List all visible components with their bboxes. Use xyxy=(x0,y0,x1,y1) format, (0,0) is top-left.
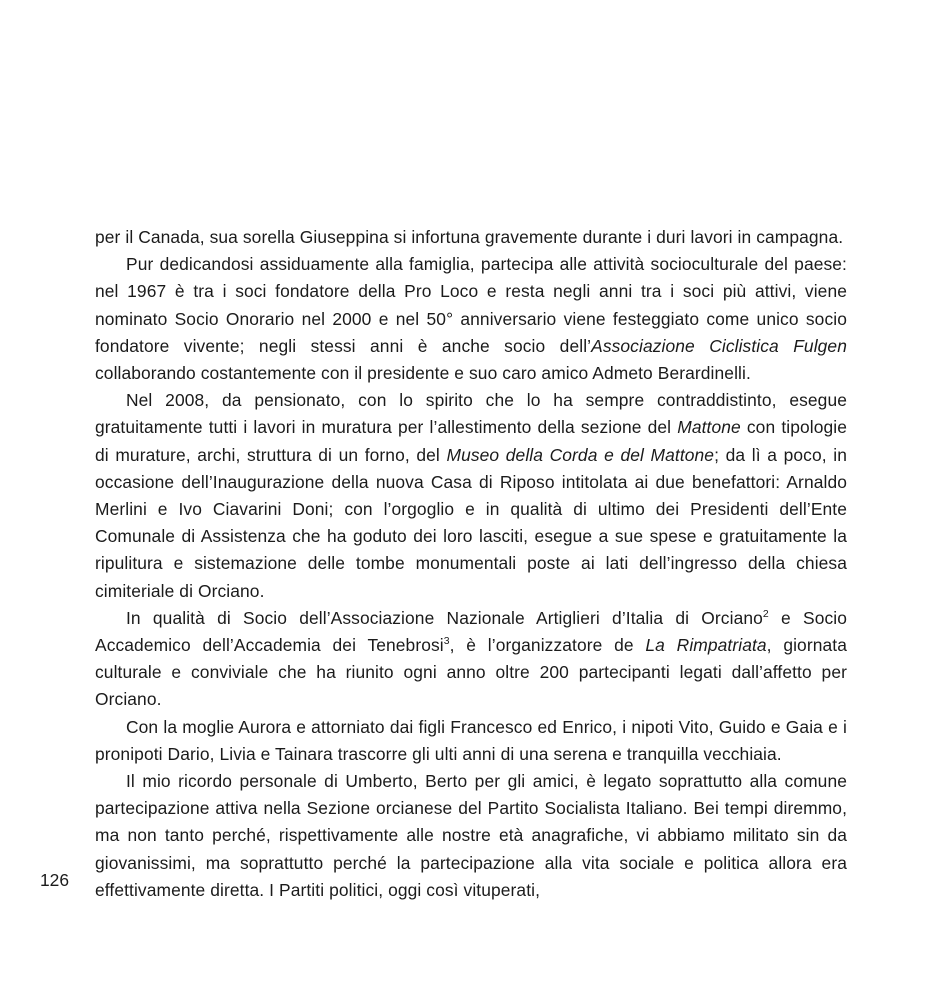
footnote-reference: 2 xyxy=(762,609,769,621)
text-segment: Nel 2008, da pensionato, con lo spirito che lo ha sempre contraddistinto, esegue gratuitamente tutti i lavori in muratura per l’allestimento della sezione del xyxy=(95,390,847,438)
text-segment: In qualità di Socio dell’Associazione Nazionale Artiglieri d’Italia di Orciano xyxy=(126,607,763,628)
paragraph xyxy=(95,251,847,387)
paragraph xyxy=(95,387,847,605)
text-segment: , è l’organizzatore de xyxy=(449,635,646,656)
paragraph xyxy=(95,605,847,714)
text-segment: Associazione Ciclistica Fulgen xyxy=(591,335,847,356)
text-segment: per il Canada, sua sorella Giuseppina si infortuna gravemente durante i duri lavori in campagna. xyxy=(95,227,844,247)
paragraph xyxy=(95,224,847,251)
text-segment: Con la moglie Aurora e attorniato dai figli Francesco ed Enrico, i nipoti Vito, Guido e Gaia e i pronipoti Dario, Livia e Tainara trascorre gli ulti anni di una serena e tranquilla vecchiaia. xyxy=(95,716,847,764)
text-segment: Museo della Corda e del Mattone xyxy=(446,444,715,465)
text-segment: , giornata culturale e conviviale che ha riunito ogni anno oltre 200 partecipanti legati dall’affetto per Orciano. xyxy=(95,635,847,710)
paragraph xyxy=(95,714,847,768)
text-segment: Pur dedicandosi assiduamente alla famiglia, partecipa alle attività socioculturale del paese: nel 1967 è tra i soci fondatore della Pro Loco e resta negli anni tra i soci più attivi, viene nominato Socio Onorario nel 2000 e nel 50° anniversario viene festeggiato come unico socio fondatore vivente; negli stessi anni è anche socio dell’ xyxy=(95,254,847,356)
text-segment: Il mio ricordo personale di Umberto, Berto per gli amici, è legato soprattutto alla comune partecipazione attiva nella Sezione orcianese del Partito Socialista Italiano. Bei tempi diremmo, ma non tanto perché, rispettivamente alle nostre età anagrafiche, vi abbiamo militato sin da giovanissimi, ma soprattutto perché la partecipazione alla vita sociale e politica allora era effettivamente diretta. I Partiti politici, oggi così vituperati, xyxy=(95,771,847,900)
text-segment: con tipologie di murature, archi, struttura di un forno, del xyxy=(95,417,847,465)
text-segment: Mattone xyxy=(677,417,741,438)
text-segment: La Rimpatriata xyxy=(645,635,767,656)
page-text xyxy=(95,224,847,904)
text-segment: ; da lì a poco, in occasione dell’Inaugurazione della nuova Casa di Riposo intitolata ai due benefattori: Arnaldo Merlini e Ivo Ciavarini Doni; con l’orgoglio e in qualità di ultimo dei Presidenti dell’Ente Comunale di Assistenza che ha goduto dei loro lasciti, esegue a sue spese e gratuitamente la ripulitura e sistemazione delle tombe monumentali poste ai lati dell’ingresso della chiesa cimiteriale di Orciano. xyxy=(95,444,847,601)
paragraph xyxy=(95,768,847,904)
footnote-reference: 3 xyxy=(443,636,450,648)
text-segment: e Socio Accademico dell’Accademia dei Tenebrosi xyxy=(95,607,847,656)
text-segment: collaborando costantemente con il presidente e suo caro amico Admeto Berardinelli. xyxy=(95,363,751,384)
page-number: 126 xyxy=(40,870,70,890)
